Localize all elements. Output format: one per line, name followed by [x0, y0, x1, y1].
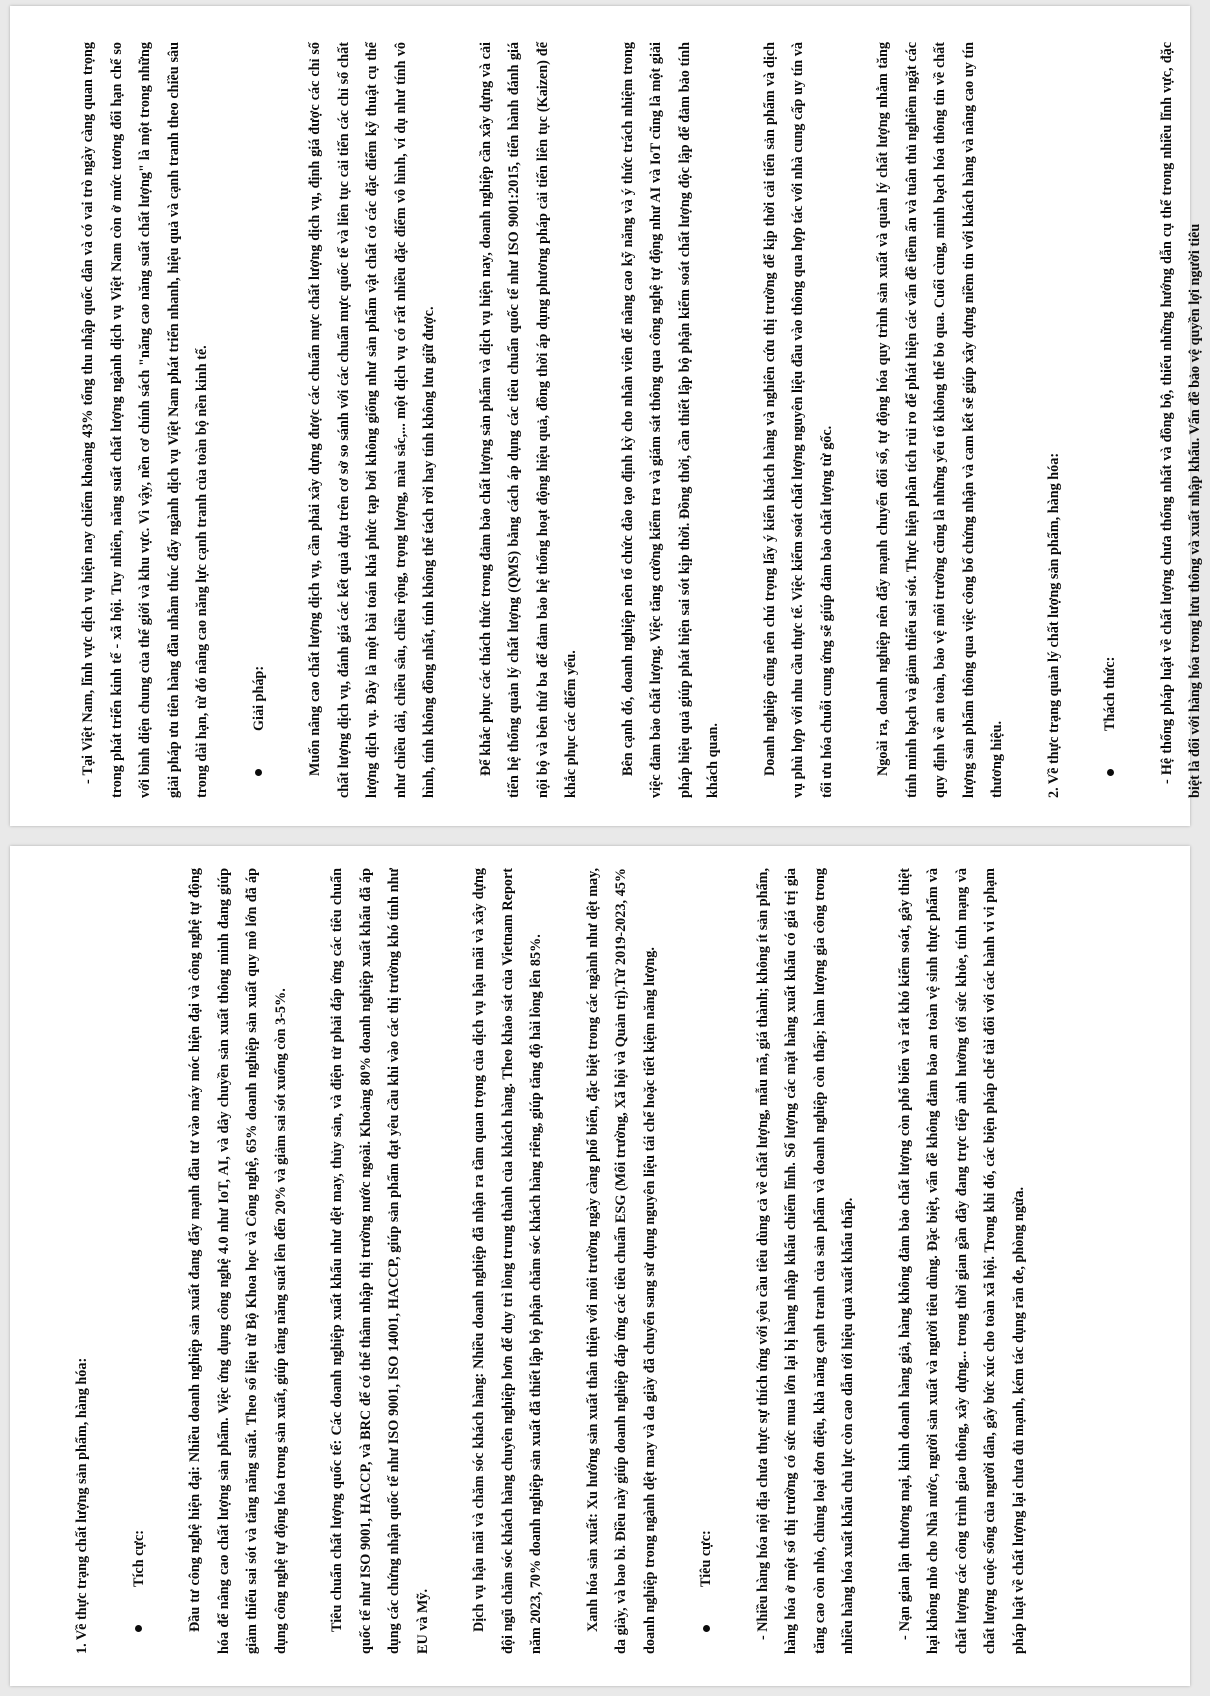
document-page-top [10, 6, 1203, 826]
rotated-text-block-top [74, 42, 1210, 798]
bullet-label: Tích cực: [130, 1530, 147, 1587]
bullet-item-negative [692, 868, 721, 1654]
bullet-dot-icon [255, 769, 262, 776]
paragraph: Xanh hóa sản xuất: Xu hướng sản xuất thân thiện với môi trường ngày càng phổ biến, đặc biệt trong các ngành như dệt may, da giày, và bao bì. Điều này giúp doanh nghiệp đáp ứng các tiêu chuẩn ESG (Môi trường, Xã hội và Quản trị).Từ 2019-2023, 45% doanh nghiệp trong ngành dệt may và da giày đã chuyển sang sử dụng nguyên liệu tái chế hoặc tiết kiệm năng lượng. [584, 868, 658, 1654]
paragraph: Bên cạnh đó, doanh nghiệp nên tổ chức đào tạo định kỳ cho nhân viên để nâng cao kỹ năng và ý thức trách nhiệm trong việc đảm bảo chất lượng. Việc tăng cường kiểm tra và giám sát thông qua công nghệ tự động như AI và IoT cũng là một giải pháp hiệu quả giúp phát hiện sai sót kịp thời. Đồng thời, cần thiết lập bộ phận kiểm soát chất lượng độc lập để đảm bảo tính khách quan. [619, 42, 721, 798]
paragraph: Ngoài ra, doanh nghiệp nên đẩy mạnh chuyển đổi số, tự động hóa quy trình sản xuất và quản lý chất lượng nhằm tăng tính minh bạch và giảm thiểu sai sót. Thực hiện phân tích rủi ro để phát hiện các vấn đề tiềm ẩn và tuân thủ nghiêm ngặt các quy định về an toàn, bảo vệ môi trường cũng là những yếu tố không thể bỏ qua. Cuối cùng, minh bạch hóa thông tin về chất lượng sản phẩm thông qua việc công bố chứng nhận và cam kết sẽ giúp xây dựng niềm tin với khách hàng và nâng cao uy tín thương hiệu. [875, 42, 1005, 798]
bullet-dot-icon [135, 1625, 142, 1632]
bullet-label: Giải pháp: [250, 665, 267, 731]
paragraph: Đầu tư công nghệ hiện đại: Nhiều doanh nghiệp sản xuất đang đẩy mạnh đầu tư vào máy móc hiện đại và công nghệ tự động hóa để nâng cao chất lượng sản phẩm. Việc ứng dụng công nghệ 4.0 như IoT, AI, và dây chuyền sản xuất thông minh đang giúp giảm thiểu sai sót và tăng năng suất. Theo số liệu từ Bộ Khoa học và Công nghệ, 65% doanh nghiệp sản xuất quy mô lớn đã áp dụng công nghệ tự động hóa trong sản xuất, giúp tăng năng suất lên đến 20% và giảm sai sót xuống còn 3-5%. [187, 868, 289, 1654]
bullet-item-positive [125, 868, 154, 1654]
paragraph: Tiêu chuẩn chất lượng quốc tế: Các doanh nghiệp xuất khẩu như dệt may, thủy sản, và điện tử phải đáp ứng các tiêu chuẩn quốc tế như ISO 9001, HACCP, và BRC để có thể thâm nhập thị trường nước ngoài. Khoảng 80% doanh nghiệp xuất khẩu đã áp dụng các chứng nhận quốc tế như ISO 9001, ISO 14001, HACCP, giúp sản phẩm đạt yêu cầu khi vào các thị trường khó tính như EU và Mỹ. [329, 868, 431, 1654]
rotated-text-block-bottom [68, 868, 1033, 1654]
paragraph: Dịch vụ hậu mãi và chăm sóc khách hàng: Nhiều doanh nghiệp đã nhận ra tầm quan trọng của dịch vụ hậu mãi và xây dựng đội ngũ chăm sóc khách hàng chuyên nghiệp hơn để duy trì lòng trung thành của khách hàng. Theo khảo sát của Vietnam Report năm 2023, 70% doanh nghiệp sản xuất đã thiết lập bộ phận chăm sóc khách hàng riêng, giúp tăng độ hài lòng lên 85%. [471, 868, 544, 1654]
bullet-dot-icon [1107, 769, 1114, 776]
bullet-item-solutions [245, 42, 274, 798]
paragraph: - Hệ thống pháp luật về chất lượng chưa thống nhất và đồng bộ, thiếu những hướng dẫn cụ thể trong nhiều lĩnh vực, đặc biệt là đối với hàng hóa trong lưu thông và xuất nhập khẩu. Vấn đề bảo vệ quyền lợi người tiêu [1158, 42, 1203, 798]
section-heading-1: 1. Về thực trạng chất lượng sản phẩm, hàng hóa: [74, 1357, 90, 1654]
paragraph: Để khắc phục các thách thức trong đảm bảo chất lượng sản phẩm và dịch vụ hiện nay, doanh nghiệp cần xây dựng và cải tiến hệ thống quản lý chất lượng (QMS) bằng cách áp dụng các tiêu chuẩn quốc tế như ISO 9001:2015, tiến hành đánh giá nội bộ và bên thứ ba để đảm bảo hệ thống hoạt động hiệu quả, đồng thời áp dụng phương pháp cải tiến liên tục (Kaizen) để khắc phục các điểm yếu. [477, 42, 579, 798]
paragraph: - Nhiều hàng hóa nội địa chưa thực sự thích ứng với yêu cầu tiêu dùng cả về chất lượng, mẫu mã, giá thành; không ít sản phẩm, hàng hóa ở một số thị trường có sức mua lớn lại bị hàng nhập khẩu chiếm lĩnh. Số lượng các mặt hàng xuất khẩu có giá trị gia tăng cao còn nhỏ, chủng loại đơn điệu, khả năng cạnh tranh của sản phẩm và doanh nghiệp còn thấp; hàm lượng gia công trong nhiều hàng hóa xuất khẩu chủ lực còn cao dẫn tới hiệu quả xuất khẩu thấp. [754, 868, 856, 1654]
paragraph: - Tại Việt Nam, lĩnh vực dịch vụ hiện nay chiếm khoảng 43% tổng thu nhập quốc dân và có vai trò ngày càng quan trọng trong phát triển kinh tế - xã hội. Tuy nhiên, năng suất chất lượng ngành dịch vụ Việt Nam còn ở mức tương đối hạn chế so với bình diện chung của thế giới và khu vực. Vì vậy, nền cơ chính sách "năng cao năng suất chất lượng" là một trong những giải pháp ưu tiên hàng đầu nhằm thúc đẩy ngành dịch vụ Việt Nam phát triển nhanh, hiệu quả và cạnh tranh theo chiều sâu trong dài hạn, từ đó nâng cao năng lực cạnh tranh của toàn bộ nền kinh tế. [80, 42, 210, 798]
bullet-item-challenges [1096, 42, 1125, 798]
paragraph: - Nạn gian lận thương mại, kinh doanh hàng giả, hàng không đảm bảo chất lượng còn phổ biến và rất khó kiểm soát, gây thiệt hại không nhỏ cho Nhà nước, người sản xuất và người tiêu dùng. Đặc biệt, vấn đề không đảm bảo an toàn vệ sinh thực phẩm và chất lượng các công trình giao thông, xây dựng... trong thời gian gần đây đang trực tiếp ảnh hưởng tới sức khỏe, tính mạng và chất lượng cuộc sống của người dân, gây bức xúc cho toàn xã hội. Trong khi đó, các biện pháp chế tài đối với các hành vi vi phạm pháp luật về chất lượng lại chưa đủ mạnh, kém tác dụng răn đe, phòng ngừa. [896, 868, 1027, 1654]
bullet-dot-icon [703, 1625, 710, 1632]
bullet-label: Thách thức: [1102, 656, 1118, 731]
document-page-bottom [10, 846, 1190, 1686]
paragraph: Doanh nghiệp cũng nên chú trọng lấy ý kiến khách hàng và nghiên cứu thị trường để kịp thời cải tiến sản phẩm và dịch vụ phù hợp với nhu cầu thực tế. Việc kiểm soát chất lượng nguyên liệu đầu vào thông qua hợp tác với nhà cung cấp uy tín và tối ưu hóa chuỗi cung ứng sẽ giúp đảm bảo chất lượng từ gốc. [761, 42, 835, 798]
section-heading-2: 2. Về thực trạng quản lý chất lượng sản phẩm, hàng hóa: [1045, 452, 1062, 798]
paragraph: Muốn nâng cao chất lượng dịch vụ, cần phải xây dựng được các chuẩn mực chất lượng dịch vụ, định giá được các chỉ số chất lượng dịch vụ, đánh giá các kết quả dựa trên cơ sở so sánh với các chuẩn mực quốc tế và liên tục cải tiến các chỉ số chất lượng dịch vụ. Đây là một bài toán khá phức tạp bởi không giống như sản phẩm vật chất có các đặc điểm kỹ thuật cụ thể như chiều dài, chiều sâu, chiều rộng, trọng lượng, màu sắc,... một dịch vụ có rất nhiều đặc điểm vô hình, ví dụ như tính vô hình, tính không đồng nhất, tính không thể tách rời hay tính không lưu giữ được. [307, 42, 437, 798]
bullet-label: Tiêu cực: [698, 1530, 714, 1587]
